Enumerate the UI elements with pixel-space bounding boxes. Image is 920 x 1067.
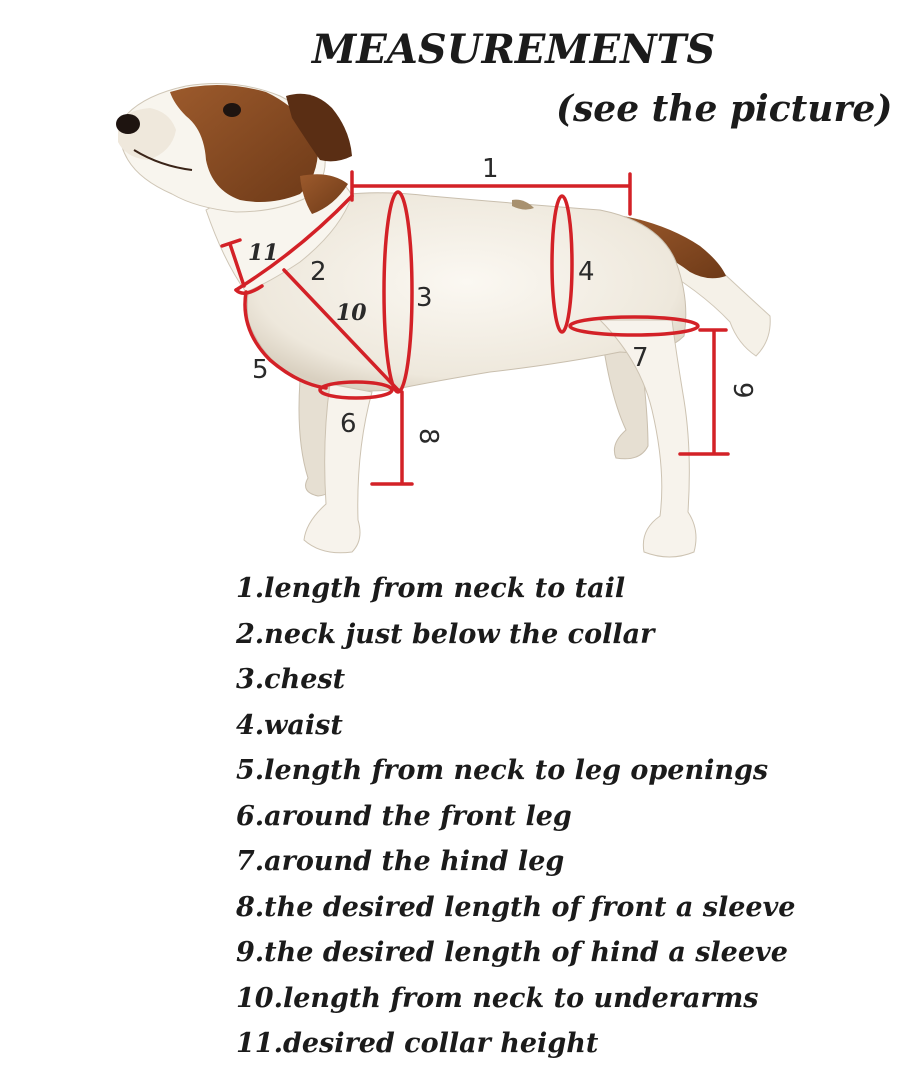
legend-item: 11.desired collar height — [236, 1028, 599, 1059]
page-title: MEASUREMENTS — [312, 26, 716, 73]
legend-item: 8.the desired length of front a sleeve — [236, 891, 796, 923]
legend-item: 3.chest — [236, 664, 346, 695]
legend-item: 4.waist — [236, 709, 343, 741]
label-11: 11 — [248, 240, 279, 266]
label-1: 1 — [482, 154, 499, 184]
legend-item: 5.length from neck to leg openings — [236, 755, 769, 786]
label-10: 10 — [336, 300, 367, 326]
label-8: 8 — [413, 428, 443, 445]
legend-item: 6.around the front leg — [236, 800, 572, 832]
legend-item: 10.length from neck to underarms — [236, 982, 759, 1014]
nose — [116, 114, 140, 134]
legend-item: 7.around the hind leg — [236, 846, 565, 877]
legend-item: 1.length from neck to tail — [236, 573, 626, 604]
legend-item: 9.the desired length of hind a sleeve — [236, 937, 788, 968]
label-3: 3 — [416, 283, 433, 313]
label-5: 5 — [252, 355, 269, 385]
legend-item: 2.neck just below the collar — [236, 618, 655, 650]
label-2: 2 — [310, 257, 327, 287]
page-subtitle: (see the picture) — [556, 88, 893, 130]
measurement-legend — [236, 566, 795, 1067]
label-6: 6 — [340, 409, 357, 439]
eye — [223, 103, 241, 117]
label-4: 4 — [578, 257, 595, 287]
measure-line-8 — [372, 392, 412, 484]
label-7: 7 — [632, 343, 649, 373]
label-9: 9 — [727, 382, 757, 399]
